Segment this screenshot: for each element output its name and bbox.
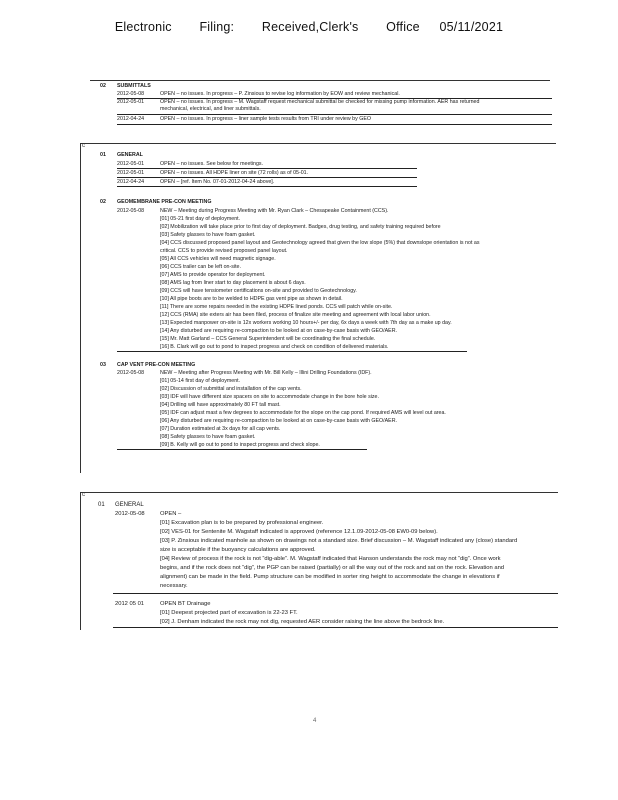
list-item: [15] Mr. Matt Garland – CCS General Superintendent will be coordinating the final schedule. — [160, 336, 376, 342]
list-item: [16] B. Clark will go out to pond to inspect progress and check on condition of delivered materials. — [160, 344, 389, 350]
list-item: [02] Mobilization will take place prior to first day of deployment. Badges, drug testing, and safety training required before — [160, 224, 441, 230]
list-item: [03] Safety glasses to have foam gasket. — [160, 232, 256, 238]
row-text: NEW – Meeting after Progress Meeting with Mr. Bill Kelly – Illini Drilling Foundations (IDF). — [160, 370, 372, 376]
row-date: 2012-05-01 — [117, 161, 145, 167]
list-item: [06] CCS trailer can be left on-site. — [160, 264, 241, 270]
row-text: OPEN – no issues. In progress – P. Zinsious to revise log information by EOW and review mechanical. — [160, 91, 400, 97]
list-item: [02] Discussion of submittal and installation of the cap vents. — [160, 386, 302, 392]
row-text: OPEN – no issues. See below for meetings. — [160, 161, 264, 167]
header-date: 05/11/2021 — [439, 20, 504, 34]
row-status: OPEN – — [160, 511, 182, 517]
list-item: [12] CCS (RMA) site exters air has been filed, process of finalize site meeting and agreement with local labor union. — [160, 312, 431, 318]
list-item: [10] All pipe boots are to be welded to HDPE gas vent pipe as shown in detail. — [160, 296, 343, 302]
list-item: [01] Excavation plan is to be prepared by professional engineer. — [160, 520, 324, 526]
row-text: OPEN – no issues. In progress – liner sample tests results from TRI under review by GEO — [160, 116, 371, 122]
item-title: GENERAL — [115, 502, 144, 508]
section-left-bar — [80, 492, 81, 630]
list-item: [09] CCS will have tensiometer certifications on-site and provided to Geotechnology. — [160, 288, 357, 294]
list-item: [04] Drilling will have approximately 80 FT tall mast. — [160, 402, 281, 408]
row-date: 2012-05-01 — [117, 99, 145, 105]
item-number: 01 — [100, 152, 106, 158]
list-item: [01] 05-14 first day of deployment. — [160, 378, 241, 384]
list-item: [08] Safety glasses to have foam gasket. — [160, 434, 256, 440]
list-item: [02] J. Denham indicated the rock may not dig, requested AER consider raising the line above the bedrock line. — [160, 619, 445, 625]
row-text: NEW – Meeting during Progress Meeting with Mr. Ryan Clark – Chesapeake Containment (CCS). — [160, 208, 389, 214]
header-filing: Filing: — [199, 20, 235, 34]
row-text: mechanical, electrical, and liner submittals. — [160, 106, 261, 112]
row-date: 2012-05-08 — [117, 91, 145, 97]
list-item: [01] 05-21 first day of deployment. — [160, 216, 241, 222]
list-item: [09] B. Kelly will go out to pond to inspect progress and check slope. — [160, 442, 320, 448]
list-item: [05] All CCS vehicles will need magnetic signage. — [160, 256, 276, 262]
row-date: 2012-05-08 — [117, 208, 145, 214]
list-item: [03] IDF will have different size spacers on site to accommodate change in the bore hole size. — [160, 394, 379, 400]
list-item: [03] P. Zinsious indicated manhole as shown on drawings not a standard size. Brief discussion – M. Wagstaff indicated any (close) standard — [160, 538, 518, 544]
row-text: OPEN – no issues. In progress – M. Wagstaff request mechanical submittal be checked for missing pump information. AER has returned — [160, 99, 480, 105]
list-item: critical. CCS to provide revised proposed panel layout. — [160, 248, 288, 254]
list-item: necessary. — [160, 583, 188, 589]
section-top-rule — [80, 492, 558, 493]
list-item: [11] There are some repairs needed in the existing HDPE lined ponds. CCS will patch while on-site. — [160, 304, 393, 310]
list-item: [04] CCS discussed proposed panel layout and Geotechnology agreed that given the low slope (5%) that downslope orientation is not as — [160, 240, 480, 246]
corner-mark: c — [82, 492, 85, 498]
item-title: GENERAL — [117, 152, 143, 158]
row-rule — [113, 593, 558, 594]
header-electronic: Electronic — [114, 20, 172, 34]
list-item: [05] IDF can adjust mast a few degrees to accommodate for the slope on the cap pond. If required AMS will level out area. — [160, 410, 446, 416]
row-date: 2012-04-24 — [117, 116, 145, 122]
list-item: [02] VES-01 for Sentenite M. Wagstaff indicated is approved (reference 12.1.09-2012-05-08 EW0-09 below). — [160, 529, 438, 535]
list-item: [08] AMS lag from liner start to day placement is about 6 days. — [160, 280, 306, 286]
row-date: 2012-05-01 — [117, 170, 145, 176]
row-date: 2012-05-08 — [115, 511, 145, 517]
item-number: 03 — [100, 362, 106, 368]
item-title: CAP VENT PRE-CON MEETING — [117, 362, 196, 368]
list-item: [07] AMS to provide operator for deployment. — [160, 272, 266, 278]
row-date: 2012 05 01 — [115, 601, 145, 607]
page-number: 4 — [313, 718, 317, 724]
list-item: begins, and if the rock does not “dig”, the PGP can be raised (partially) or all the way out of the rock and sat on the rock. Elevation and — [160, 565, 505, 571]
item-number: 02 — [100, 199, 106, 205]
list-item: [14] Any disturbed are requiring re-compaction to be looked at on case-by-case basis with GEO/AER. — [160, 328, 398, 334]
list-item: size is acceptable if the buoyancy calculations are approved. — [160, 547, 316, 553]
item-number: 01 — [98, 502, 105, 508]
item-title: SUBMITTALS — [117, 83, 151, 89]
corner-mark: c — [82, 143, 85, 149]
row-text: OPEN – [ref. Item No. 07-01-2012-04-24 above]. — [160, 179, 275, 185]
header-office: Office — [386, 20, 420, 34]
row-rule — [113, 627, 558, 628]
header-received: Received,Clerk's — [261, 20, 359, 34]
row-text: OPEN – no issues. All HDPE liner on site (72 rolls) as of 05-01. — [160, 170, 309, 176]
list-item: [07] Duration estimated at 3x days for all cap vents. — [160, 426, 281, 432]
list-item: [01] Deepest projected part of excavation is 22-23 FT. — [160, 610, 298, 616]
list-item: [04] Review of process if the rock is not “dig-able”. M. Wagstaff indicated that Hanson understands the rock may not “dig”. Once work — [160, 556, 501, 562]
item-number: 02 — [100, 83, 106, 89]
item-title: GEOMEMBRANE PRE-CON MEETING — [117, 199, 212, 205]
list-item: [06] Any disturbed are requiring re-compaction to be looked at on case-by-case basis with GEO/AER. — [160, 418, 398, 424]
list-item: alignment) can be made in the field. Pump structure can be modified in sorter ring height to accommodate the change in elevations if — [160, 574, 500, 580]
row-status: OPEN BT Drainage — [160, 601, 211, 607]
list-item: [13] Expected manpower on-site is 12x workers working 10 hours+/- per day, 6x days a week with 7th day as a make up day. — [160, 320, 452, 326]
row-date: 2012-05-08 — [117, 370, 145, 376]
row-date: 2012-04-24 — [117, 179, 145, 185]
